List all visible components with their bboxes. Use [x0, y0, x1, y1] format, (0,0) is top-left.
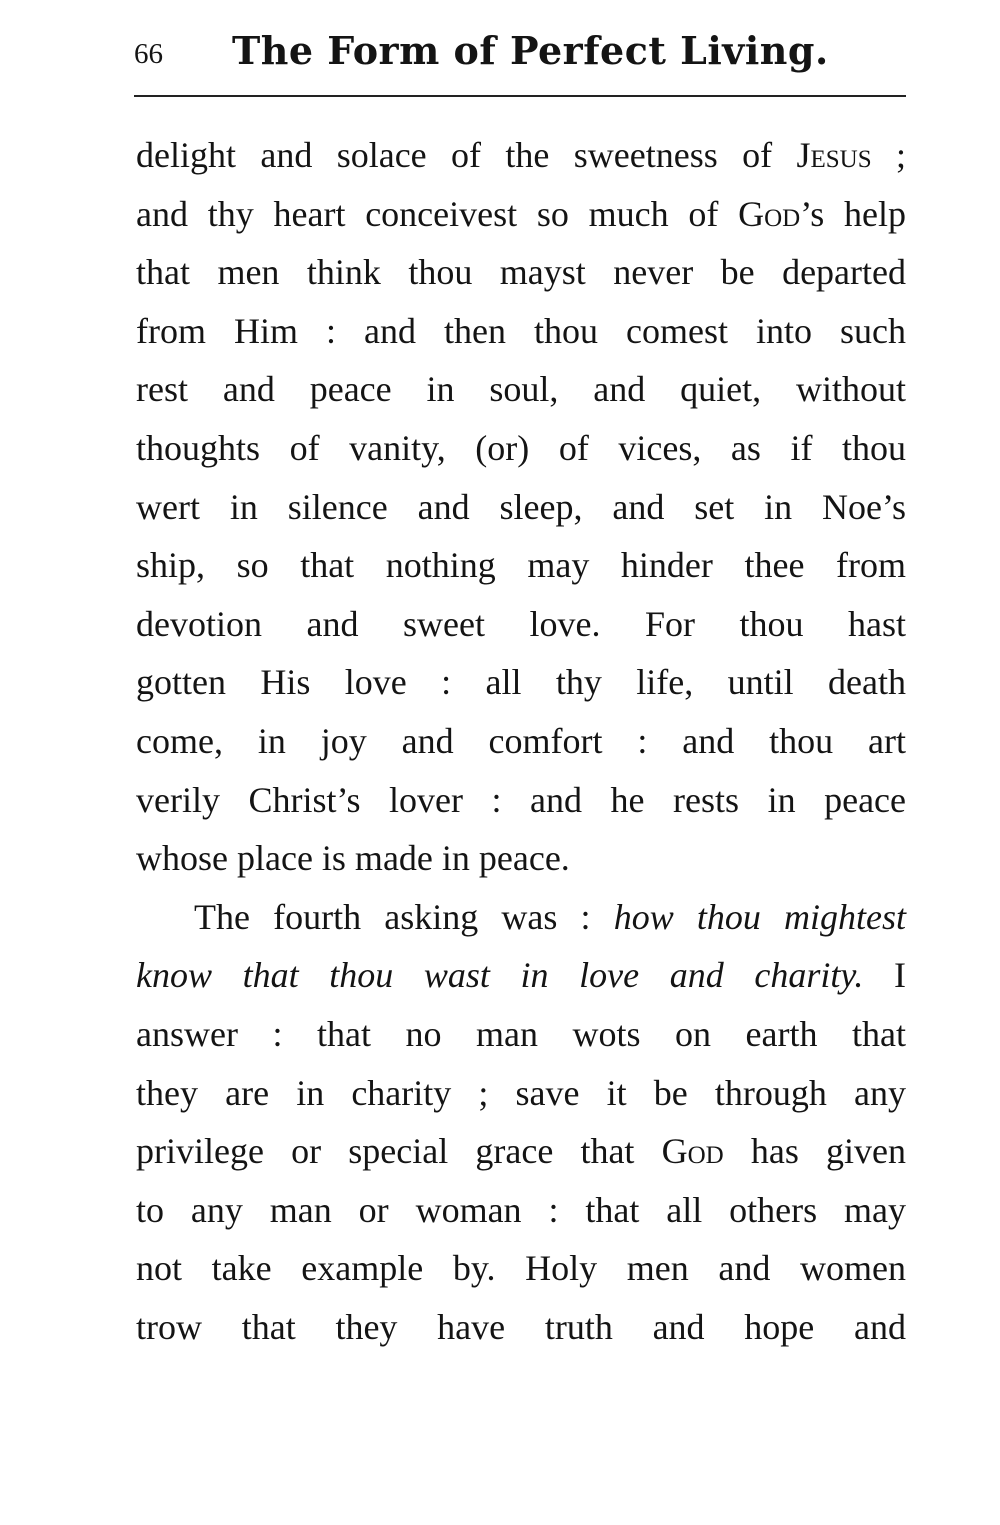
- italic-run: know that thou wast in love and charity.: [136, 955, 864, 996]
- paragraph-1: [136, 126, 906, 888]
- text-line: that men think thou mayst never be departed: [136, 252, 906, 293]
- text-line: thoughts of vanity, (or) of vices, as if thou: [136, 427, 906, 468]
- text-line: [136, 185, 906, 244]
- text-run: privilege or special grace that: [136, 1131, 662, 1172]
- text-line: rest and peace in soul, and quiet, without: [136, 369, 906, 410]
- text-line: wert in silence and sleep, and set in Noe’s: [136, 486, 906, 527]
- small-caps-name: God: [738, 193, 801, 234]
- text-line: they are in charity ; save it be through any: [136, 1072, 906, 1113]
- text-line: to any man or woman : that all others may: [136, 1189, 906, 1230]
- text-line: verily Christ’s lover : and he rests in peace: [136, 779, 906, 820]
- small-caps-name: Jesus: [796, 135, 872, 175]
- text-run: ;: [871, 135, 906, 175]
- text-run: I: [863, 955, 906, 996]
- text-line: answer : that no man wots on earth that: [136, 1013, 906, 1054]
- text-line: [136, 946, 906, 1005]
- text-run: and thy heart conceivest so much of: [136, 193, 739, 234]
- text-line: from Him : and then thou comest into such: [136, 310, 906, 351]
- text-line: trow that they have truth and hope and: [136, 1306, 906, 1347]
- text-run: has given: [723, 1131, 907, 1172]
- header-rule: [134, 95, 906, 97]
- small-caps-name: God: [661, 1131, 724, 1172]
- italic-run: how thou mightest: [613, 896, 906, 937]
- text-line: come, in joy and comfort : and thou art: [136, 720, 906, 761]
- page-body: [136, 126, 906, 1356]
- running-header: [134, 28, 906, 76]
- text-run: ’s help: [800, 193, 906, 234]
- page-number: 66: [134, 38, 163, 70]
- running-title: The Form of Perfect Living.: [232, 28, 829, 73]
- text-line: not take example by. Holy men and women: [136, 1248, 906, 1289]
- text-run: The fourth asking was :: [194, 896, 614, 937]
- text-line: ship, so that nothing may hinder thee from: [136, 545, 906, 586]
- text-run: delight and solace of the sweetness of: [136, 135, 797, 175]
- text-line: gotten His love : all thy life, until death: [136, 662, 906, 703]
- text-line: [136, 126, 906, 185]
- text-line: [136, 888, 906, 947]
- paragraph-2: [136, 888, 906, 1357]
- text-line: whose place is made in peace.: [136, 838, 570, 879]
- text-line: [136, 1122, 906, 1181]
- text-line: devotion and sweet love. For thou hast: [136, 603, 906, 644]
